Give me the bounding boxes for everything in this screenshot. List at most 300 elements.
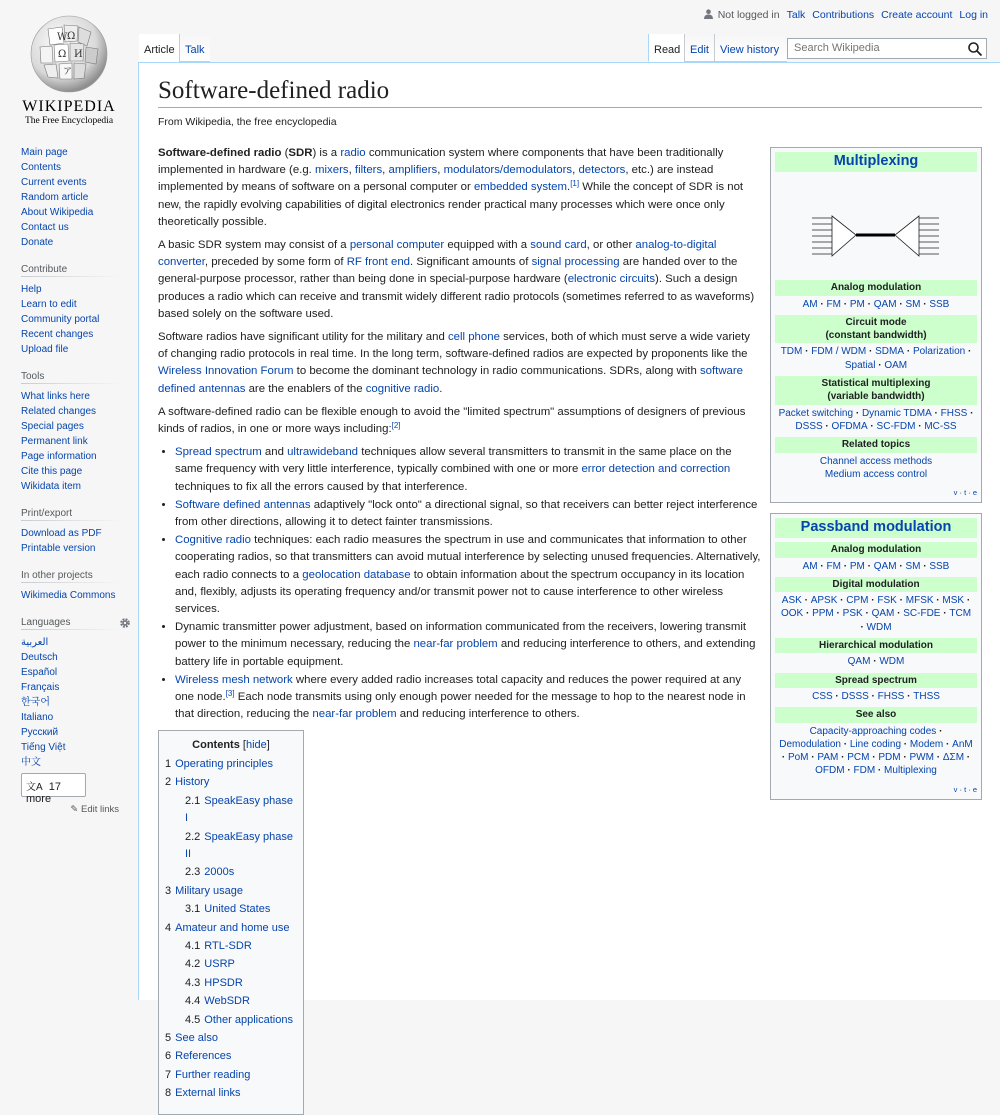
toc-item-label[interactable]: HPSDR — [204, 976, 243, 989]
toc-item[interactable] — [165, 829, 297, 864]
navbox-link[interactable]: QAM — [873, 560, 897, 572]
sidebar-item-related-changes[interactable]: Related changes — [21, 406, 97, 417]
navbox-link[interactable]: Multiplexing — [884, 765, 937, 777]
toc-item-label[interactable]: References — [175, 1050, 232, 1063]
sidebar-item-recent-changes[interactable]: Recent changes — [21, 329, 94, 340]
citation-1[interactable]: [1] — [570, 179, 580, 189]
toc-item-number: 4.3 — [185, 976, 201, 989]
list-separator: · — [965, 346, 972, 358]
list-separator: · — [862, 608, 872, 620]
list-separator: · — [867, 420, 877, 432]
toc-item-label[interactable]: History — [175, 776, 210, 789]
list-separator: · — [868, 595, 878, 607]
link-signal-processing[interactable]: signal processing — [531, 256, 620, 269]
sidebar-item-contact-us[interactable]: Contact us — [21, 222, 69, 233]
link-amplifiers[interactable]: amplifiers — [388, 164, 438, 177]
navbox-link[interactable]: PM — [849, 298, 865, 310]
navbox-group-list — [775, 653, 977, 668]
sidebar-item-wikidata-item[interactable]: Wikidata item — [21, 481, 82, 492]
toc-item[interactable] — [165, 993, 297, 1010]
not-logged-in-status — [704, 9, 780, 21]
list-separator: · — [870, 656, 880, 668]
sidebar-item-upload-file[interactable]: Upload file — [21, 344, 69, 355]
toc-item[interactable] — [165, 864, 297, 881]
list-separator: · — [920, 560, 930, 572]
link-near-far-problem[interactable]: near-far problem — [413, 638, 498, 651]
list-separator: · — [933, 595, 943, 607]
gear-icon[interactable] — [119, 617, 131, 629]
tab-article[interactable]: Article — [139, 34, 180, 62]
navbox-groups — [775, 280, 977, 481]
navbox-link[interactable]: QAM — [871, 608, 895, 620]
sidebar-item-learn-to-edit[interactable]: Learn to edit — [21, 299, 77, 310]
sidebar-other-projects — [21, 570, 121, 603]
list-separator: · — [840, 738, 850, 750]
list-separator: · — [866, 346, 876, 358]
svg-text:ア: ア — [63, 67, 73, 77]
edit-links[interactable] — [21, 804, 119, 815]
navbox-link[interactable]: FM — [826, 298, 841, 310]
navbox-link[interactable]: Medium access control — [824, 468, 928, 480]
toc-item-number: 4.5 — [185, 1013, 201, 1026]
toc-item[interactable] — [165, 1048, 297, 1065]
tab-view-history[interactable]: View history — [714, 34, 787, 62]
list-item: • Dynamic transmitter power adjustment, based on information communicated from the receivers, lowering transmit power to the minimum necessary, reducing the near-far problem and reducing interference to others, and extending battery life in portable equipment. — [175, 619, 762, 671]
link-geolocation-database[interactable]: geolocation database — [302, 568, 411, 581]
navbox-vte-link[interactable]: v — [953, 488, 958, 498]
list-separator: · — [840, 298, 850, 310]
navbox-group-heading: Hierarchical modulation — [775, 638, 977, 653]
navbox-vte-link[interactable]: v — [953, 784, 958, 794]
navbox-group-list — [775, 405, 977, 434]
citation-2[interactable]: [2] — [391, 421, 401, 431]
list-separator: · — [896, 595, 906, 607]
toc-title: Contents [hide] — [192, 738, 270, 751]
list-separator: · — [967, 407, 974, 419]
navbox-link[interactable]: Modem — [909, 738, 944, 750]
personal-tools — [704, 9, 988, 21]
list-separator: · — [801, 595, 811, 607]
list-separator: · — [817, 298, 827, 310]
svg-text:Ω: Ω — [67, 31, 76, 42]
language-link-german[interactable]: Deutsch — [21, 652, 58, 663]
list-separator: · — [957, 488, 965, 498]
navbox-group-heading: Circuit mode (constant bandwidth) — [775, 315, 977, 344]
toc-item-number: 2.1 — [185, 794, 201, 807]
sidebar-item-special-pages[interactable]: Special pages — [21, 421, 84, 432]
link-software-defined-antennas-2[interactable]: Software defined antennas — [175, 498, 311, 511]
toc-item-number: 4.2 — [185, 958, 201, 971]
citation-3[interactable]: [3] — [225, 689, 235, 699]
toc-item-label[interactable]: 2000s — [204, 866, 235, 879]
list-separator: · — [966, 488, 973, 498]
logo-tagline: The Free Encyclopedia — [24, 116, 114, 126]
sidebar-item-donate[interactable]: Donate — [21, 237, 54, 248]
navbox-vte-link[interactable]: e — [972, 784, 977, 794]
toc-item[interactable] — [165, 793, 297, 828]
navbox-group-heading: Statistical multiplexing (variable bandwidth) — [775, 376, 977, 405]
link-embedded-system[interactable]: embedded system — [473, 181, 568, 194]
link-filters[interactable]: filters — [354, 164, 383, 177]
toc-item-label[interactable]: SpeakEasy phase I — [185, 794, 293, 825]
navbox-link[interactable]: FSK — [877, 595, 897, 607]
toc-item-number: 4.1 — [185, 939, 201, 952]
list-separator: · — [915, 420, 925, 432]
navbox-link[interactable]: SSB — [929, 298, 950, 310]
list-separator: · — [864, 298, 874, 310]
language-link-spanish[interactable]: Español — [21, 667, 58, 678]
navbox-link[interactable]: Dynamic TDMA — [861, 407, 932, 419]
navbox-link[interactable]: SC-FDE — [903, 608, 941, 620]
list-separator: · — [964, 752, 971, 764]
site-subtitle: From Wikipedia, the free encyclopedia — [158, 116, 337, 128]
toc-item-number: 1 — [165, 757, 172, 770]
toc-item-number: 4.4 — [185, 995, 201, 1008]
navbox-group-list — [775, 592, 977, 634]
navbox-link[interactable]: AnM — [952, 738, 973, 750]
list-separator: · — [901, 738, 910, 750]
pencil-icon: ✎ — [70, 804, 79, 815]
toc-item[interactable] — [165, 756, 297, 773]
navbox-link[interactable]: CSS — [812, 690, 833, 702]
list-separator: · — [896, 560, 906, 572]
toc-item-number: 6 — [165, 1050, 172, 1063]
navbox-link[interactable]: DSSS — [841, 690, 869, 702]
tab-edit[interactable]: Edit — [684, 34, 714, 62]
logo-wordmark: WIKIPEDIA — [22, 98, 116, 115]
navbox-multiplexing — [770, 147, 982, 503]
toc-item[interactable] — [165, 956, 297, 973]
sidebar-print-export — [21, 508, 121, 556]
navbox-group-heading: Digital modulation — [775, 577, 977, 592]
toc-hide-toggle[interactable]: hide — [245, 738, 267, 751]
toc-item-label[interactable]: SpeakEasy phase II — [185, 830, 293, 860]
navbox-link[interactable]: OFDMA — [831, 420, 868, 432]
toc-item-number: 3 — [165, 884, 172, 897]
list-separator: · — [904, 690, 914, 702]
language-link-french[interactable]: Français — [21, 682, 60, 693]
navbox-link[interactable]: MFSK — [905, 595, 934, 607]
navbox-link[interactable]: ΔΣM — [942, 752, 965, 764]
toc-item-label[interactable]: WebSDR — [204, 995, 250, 1008]
link-spread-spectrum[interactable]: Spread spectrum — [175, 446, 262, 459]
page-title: Software-defined radio — [158, 77, 982, 108]
sidebar-tools — [21, 371, 121, 494]
link-modulators[interactable]: modulators/demodulators — [443, 164, 573, 177]
list-item: • Spread spectrum and ultrawideband techniques allow several transmitters to transmit in the same place on the same frequency with very little interference, typically combined with one or more error detection and correction techniques to fix all the errors caused by that interference. — [175, 444, 762, 496]
list-separator: · — [933, 752, 943, 764]
navbox-link[interactable]: Line coding — [849, 738, 902, 750]
toc-item-label[interactable]: External links — [175, 1087, 241, 1100]
list-separator: · — [920, 298, 930, 310]
toc-item-number: 2 — [165, 776, 172, 789]
list-separator: · — [808, 752, 818, 764]
search-input[interactable] — [794, 42, 954, 54]
sidebar-item-what-links-here[interactable]: What links here — [21, 391, 90, 402]
list-item: • Software defined antennas adaptively "lock onto" a directional signal, so that receivers can better reject interference from other directions, allowing it to detect fainter transmissions. — [175, 497, 762, 531]
navbox-link[interactable]: OAM — [884, 359, 908, 371]
navbox-link[interactable]: TCM — [949, 608, 972, 620]
navbox-link[interactable]: WDM — [866, 621, 892, 633]
navbox-link[interactable]: APSK — [810, 595, 838, 607]
toc-item-number: 5 — [165, 1032, 172, 1044]
sidebar-item-cite-this-page[interactable]: Cite this page — [21, 466, 83, 477]
navbox-group-heading: Analog modulation — [775, 542, 977, 557]
tab-read[interactable]: Read — [648, 34, 685, 62]
list-item: • Wireless mesh network where every added radio increases total capacity and reduces the power required at any one node.[3] Each node transmits using only enough power needed for the message to hop to the nearest node in that direction, reducing the near-far problem and reducing interference to others. — [175, 672, 762, 724]
link-sound-card[interactable]: sound card — [530, 239, 587, 252]
navbox-group-heading: See also — [775, 707, 977, 722]
navbox-link[interactable]: FHSS — [940, 407, 968, 419]
list-separator: · — [864, 560, 874, 572]
sidebar-heading-tools: Tools — [21, 371, 121, 384]
svg-text:W: W — [57, 32, 68, 43]
navbox-link[interactable]: QAM — [847, 656, 871, 668]
navbox-link[interactable]: PDM — [878, 752, 901, 764]
navbox-group-list — [775, 558, 977, 573]
navbox-link[interactable]: Polarization — [912, 346, 966, 358]
toc-list — [165, 756, 297, 1103]
navbox-link[interactable]: Channel access methods — [819, 455, 933, 467]
sidebar-item-about-wikipedia[interactable]: About Wikipedia — [21, 207, 94, 218]
toc-item[interactable] — [165, 901, 297, 918]
sidebar-heading-print-export: Print/export — [21, 508, 121, 521]
list-separator: · — [832, 690, 842, 702]
toc-item-label[interactable]: Operating principles — [175, 757, 273, 770]
navbox-link[interactable]: DSSS — [795, 420, 823, 432]
link-mixers[interactable]: mixers — [315, 164, 349, 177]
more-languages-label: 17 more — [26, 781, 61, 805]
navbox-link[interactable]: AM — [802, 560, 818, 572]
list-separator: · — [966, 784, 973, 794]
link-near-far-problem-2[interactable]: near-far problem — [312, 708, 397, 721]
toc-item[interactable] — [165, 774, 297, 791]
content-area — [138, 62, 1000, 1100]
sidebar-item-random-article[interactable]: Random article — [21, 192, 89, 203]
toc-item[interactable] — [165, 1085, 297, 1102]
list-separator: · — [844, 765, 854, 777]
toc-item-label[interactable]: See also — [175, 1032, 218, 1044]
wikipedia-logo[interactable] — [14, 8, 124, 128]
toc-item-label[interactable]: Further reading — [175, 1068, 251, 1081]
sidebar-languages — [21, 617, 121, 815]
language-link-italian[interactable]: Italiano — [21, 712, 54, 723]
navbox-link[interactable]: PoM — [787, 752, 809, 764]
toc-item-number: 3.1 — [185, 903, 201, 916]
navbox-link[interactable]: SM — [905, 560, 921, 572]
list-separator: · — [817, 560, 827, 572]
sidebar-item-page-information[interactable]: Page information — [21, 451, 97, 462]
list-separator: · — [781, 752, 788, 764]
link-cell-phone[interactable]: cell phone — [447, 331, 500, 344]
list-separator: · — [875, 765, 885, 777]
wikipedia-globe-icon — [28, 13, 110, 95]
navbox-link[interactable]: PPM — [812, 608, 834, 620]
navbox-vte-link[interactable]: t — [964, 784, 967, 794]
sidebar-item-contents[interactable]: Contents — [21, 162, 62, 173]
toc-item-label[interactable]: RTL-SDR — [204, 939, 252, 952]
navbox-link[interactable]: MSK — [942, 595, 965, 607]
sidebar-item-permanent-link[interactable]: Permanent link — [21, 436, 88, 447]
link-ultrawideband[interactable]: ultrawideband — [287, 446, 359, 459]
link-wireless-mesh-network[interactable]: Wireless mesh network — [175, 673, 293, 686]
toc-item-label[interactable]: Other applications — [204, 1013, 293, 1026]
navbox-group-list — [775, 296, 977, 311]
navbox-link[interactable]: SC-FDM — [876, 420, 916, 432]
toc-item[interactable] — [165, 883, 297, 900]
list-separator: · — [853, 407, 862, 419]
navbox-group-heading: Spread spectrum — [775, 673, 977, 688]
sidebar-item-current-events[interactable]: Current events — [21, 177, 87, 188]
list-separator: · — [837, 595, 847, 607]
link-error-detection[interactable]: error detection and correction — [581, 463, 731, 476]
link-rf-front-end[interactable]: RF front end — [346, 256, 410, 269]
navbox-link[interactable]: FDM — [853, 765, 876, 777]
sidebar-item-community-portal[interactable]: Community portal — [21, 314, 100, 325]
language-link-russian[interactable]: Русский — [21, 727, 59, 738]
toc-item[interactable] — [165, 938, 297, 955]
toc-item-label[interactable]: Amateur and home use — [175, 921, 290, 934]
navbox-link[interactable]: MC-SS — [924, 420, 957, 432]
svg-text:Ω: Ω — [58, 49, 67, 60]
navbox-vte-link[interactable]: e — [972, 488, 977, 498]
technique-list — [175, 444, 762, 723]
navbox-link[interactable]: FM — [826, 560, 841, 572]
navbox-link[interactable]: PSK — [842, 608, 863, 620]
sidebar-item-main-page[interactable]: Main page — [21, 147, 68, 158]
toc-item[interactable] — [165, 1030, 297, 1047]
link-wireless-innovation-forum[interactable]: Wireless Innovation Forum — [158, 365, 294, 378]
edit-links-label: Edit links — [80, 804, 119, 815]
tab-talk[interactable]: Talk — [179, 34, 210, 62]
navbox-link[interactable]: Packet switching — [778, 407, 854, 419]
toc-item[interactable] — [165, 1012, 297, 1029]
sidebar-item-printable-version[interactable]: Printable version — [21, 543, 96, 554]
toc-item[interactable] — [165, 1067, 297, 1084]
navbox-link[interactable]: PAM — [817, 752, 839, 764]
list-separator: · — [838, 752, 848, 764]
article-body — [158, 145, 762, 1115]
list-separator: · — [940, 608, 950, 620]
sidebar-heading-other-projects: In other projects — [21, 570, 121, 583]
link-software-defined-antennas[interactable]: software defined antennas — [158, 365, 744, 395]
link-adc[interactable]: analog-to-digital converter — [158, 239, 717, 269]
navbox-link[interactable]: QAM — [873, 298, 897, 310]
navbox-link[interactable]: CPM — [846, 595, 869, 607]
more-languages-button[interactable] — [21, 773, 86, 805]
navbox-groups — [775, 542, 977, 777]
navbox-link[interactable]: Capacity-approaching codes — [809, 725, 937, 737]
translate-icon: 文A — [26, 782, 43, 793]
svg-text:И: И — [74, 49, 83, 60]
list-separator: · — [904, 346, 913, 358]
link-personal-computer[interactable]: personal computer — [349, 239, 445, 252]
navbox-link[interactable]: Demodulation — [779, 738, 841, 750]
intro-paragraph-3: Software radios have significant utility for the military and cell phone services, both of which must serve a wide variety of changing radio protocols in real time. In the long term, software-defined radios are expected by proponents like the Wireless Innovation Forum to become the dominant technology in radio communications. SDRs, along with software defined antennas are the enablers of the cognitive radio. — [158, 331, 750, 395]
toc-item[interactable] — [165, 920, 297, 937]
sidebar-item-download-pdf[interactable]: Download as PDF — [21, 528, 102, 539]
navbox-link[interactable]: OOK — [780, 608, 804, 620]
toc-item-label[interactable]: United States — [204, 903, 271, 916]
list-separator: · — [802, 346, 812, 358]
navbox-title[interactable]: Passband modulation — [775, 518, 977, 538]
navbox-title[interactable]: Multiplexing — [775, 152, 977, 172]
search-icon[interactable] — [967, 41, 983, 57]
intro-paragraph-1: Software-defined radio (SDR) is a radio communication system where components that have been traditionally implemented in hardware (e.g. mixers, filters, amplifiers, modulators/demodulators, detectors, etc.) are instead implemented by means of software on a personal computer or embedded system.[1] While the concept of SDR is not new, the rapidly evolving capabilities of digital electronics render practical many processes which were once only theoretically possible. — [158, 147, 744, 228]
navbox-link[interactable]: AM — [802, 298, 818, 310]
list-separator: · — [896, 298, 906, 310]
navbox-link[interactable]: SSB — [929, 560, 950, 572]
language-link-vietnamese[interactable]: Tiếng Việt — [21, 742, 66, 753]
sidebar-item-help[interactable]: Help — [21, 284, 42, 295]
toc-item-number: 2.3 — [185, 866, 201, 879]
list-separator: · — [803, 608, 813, 620]
navbox-link[interactable]: OFDM — [815, 765, 845, 777]
toc-item-number: 2.2 — [185, 830, 201, 843]
link-radio[interactable]: radio — [340, 147, 366, 159]
list-separator: · — [840, 560, 850, 572]
toc-item-number: 8 — [165, 1087, 172, 1100]
log-in-link[interactable]: Log in — [959, 9, 988, 21]
sidebar-item-wikimedia-commons[interactable]: Wikimedia Commons — [21, 590, 116, 601]
create-account-link[interactable]: Create account — [881, 9, 953, 21]
talk-link[interactable]: Talk — [786, 9, 806, 21]
multiplexing-diagram — [776, 176, 976, 276]
navbox-link[interactable]: PM — [849, 560, 865, 572]
link-cognitive-radio[interactable]: cognitive radio — [365, 382, 440, 395]
navbox-link[interactable]: FHSS — [877, 690, 905, 702]
navbox-link[interactable]: FDM / WDM — [811, 346, 867, 358]
user-icon — [704, 9, 713, 19]
link-detectors[interactable]: detectors — [578, 164, 626, 177]
list-separator: · — [964, 595, 971, 607]
not-logged-in-label: Not logged in — [717, 9, 780, 21]
table-of-contents — [158, 730, 304, 1115]
toc-item[interactable] — [165, 975, 297, 992]
navbox-passband-modulation — [770, 513, 982, 800]
navbox-group-heading: Related topics — [775, 437, 977, 452]
navbox-link[interactable]: WDM — [879, 656, 905, 668]
navbox-vte-link[interactable]: t — [964, 488, 967, 498]
navbox-link[interactable]: SDMA — [875, 346, 905, 358]
sidebar-heading-languages: Languages — [21, 617, 121, 630]
language-link-arabic[interactable]: العربية — [21, 637, 49, 648]
navbox-vte — [775, 778, 977, 796]
language-link-korean[interactable]: 한국어 — [21, 697, 50, 708]
navbox-link[interactable]: THSS — [913, 690, 940, 702]
intro-paragraph-4: A software-defined radio can be flexible enough to avoid the "limited spectrum" assumptions of designers of previous kinds of radios, in one or more ways including:[2] — [158, 405, 746, 436]
navbox-link[interactable]: SM — [905, 298, 921, 310]
list-separator: · — [931, 407, 941, 419]
contributions-link[interactable]: Contributions — [812, 9, 875, 21]
navbox-group-heading: Analog modulation — [775, 280, 977, 295]
list-item: • Cognitive radio techniques: each radio measures the spectrum in use and communicates that information to other cooperating radios, so that transmitters can avoid mutual interference by selecting unused frequencies. Alternatively, each radio connects to a geolocation database to obtain information about the spectrum occupancy in its location and, flexibly, adjusts its operating frequency and/or transmit power not to cause interference to other wireless services. — [175, 532, 762, 618]
navbox-link[interactable]: Spatial — [844, 359, 876, 371]
toc-item-label[interactable]: USRP — [204, 958, 235, 971]
link-cognitive-radio-2[interactable]: Cognitive radio — [175, 534, 251, 547]
navbox-link[interactable]: PWM — [909, 752, 934, 764]
list-separator: · — [875, 359, 885, 371]
list-separator: · — [860, 621, 867, 633]
navbox-link[interactable]: TDM — [780, 346, 803, 358]
link-electronic-circuits[interactable]: electronic circuits — [567, 273, 656, 286]
navbox-link[interactable]: PCM — [847, 752, 870, 764]
toc-item-label[interactable]: Military usage — [175, 884, 243, 897]
language-link-chinese[interactable]: 中文 — [21, 757, 41, 768]
sidebar-navigation — [21, 145, 121, 250]
list-separator: · — [943, 738, 953, 750]
navbox-link[interactable]: ASK — [781, 595, 802, 607]
